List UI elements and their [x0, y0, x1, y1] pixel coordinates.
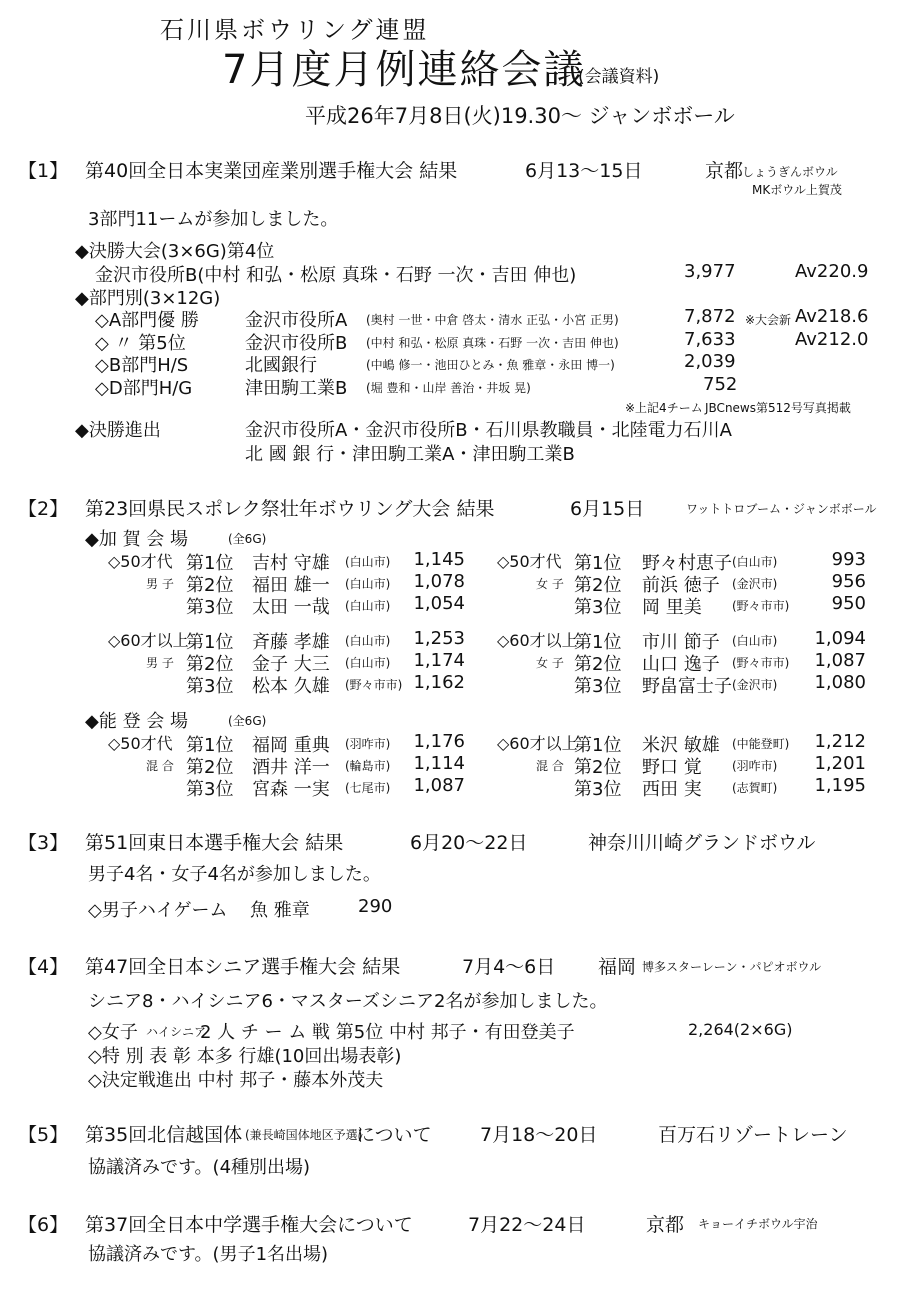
- player-city: (金沢市): [732, 577, 778, 591]
- player-city: (中能登町): [732, 737, 790, 751]
- section-5-title: 第35回北信越国体: [85, 1124, 243, 1146]
- division-label: ◇B部門H/S: [95, 355, 189, 376]
- division-label: ◇ 〃 第5位: [95, 333, 186, 354]
- player-city: (白山市): [345, 599, 391, 613]
- player-name: 福田 雄一: [252, 575, 330, 596]
- rank: 第3位: [574, 676, 622, 697]
- player-score: 1,078: [413, 571, 465, 592]
- player-score: 1,087: [413, 775, 465, 796]
- player-score: 1,145: [413, 549, 465, 570]
- section-4-summary: シニア8・ハイシニア6・マスターズシニア2名が参加しました。: [88, 991, 608, 1012]
- rank: 第3位: [574, 597, 622, 618]
- category-label: ◇50才代: [108, 734, 173, 753]
- section-5-title-note: (兼長崎国体地区予選): [245, 1128, 363, 1142]
- section-2-dates: 6月15日: [570, 498, 645, 520]
- category-sub-label: 混 合: [146, 759, 174, 773]
- section-3-dates: 6月20～22日: [410, 832, 528, 854]
- player-score: 1,176: [413, 731, 465, 752]
- rank: 第3位: [186, 676, 234, 697]
- player-name: 野畠富士子: [642, 676, 732, 697]
- kaga-heading: ◆加 賀 会 場: [85, 529, 189, 550]
- category-sub-label: 混 合: [536, 759, 564, 773]
- team-event-label: ◇女子: [88, 1022, 138, 1043]
- player-name: 野口 覚: [642, 757, 702, 778]
- division-members: (奥村 一世・中倉 啓太・清水 正弘・小宮 正男): [366, 313, 619, 327]
- record-note: ※大会新: [745, 313, 792, 327]
- player-score: 1,212: [814, 731, 866, 752]
- section-1-city: 京都: [705, 160, 744, 182]
- section-6-venue: キョーイチボウル宇治: [698, 1217, 818, 1231]
- player-name: 市川 節子: [642, 632, 720, 653]
- section-1-summary: 3部門11ームが参加しました。: [88, 209, 339, 230]
- rank: 第2位: [186, 757, 234, 778]
- section-2-venue: ワットトロブーム・ジャンボボール: [686, 502, 877, 516]
- final-score: 3,977: [684, 261, 736, 282]
- high-game-label: ◇男子ハイゲーム: [88, 900, 228, 921]
- high-game-score: 290: [358, 896, 393, 917]
- organization-name: 石川県ボウリング連盟: [160, 16, 430, 44]
- division-score: 7,633: [684, 329, 736, 350]
- division-members: (中嶋 修一・池田ひとみ・魚 雅章・永田 博一): [366, 358, 615, 372]
- rank: 第3位: [186, 779, 234, 800]
- section-1-marker: 【1】: [18, 160, 69, 182]
- rank: 第1位: [574, 553, 622, 574]
- section-5-marker: 【5】: [18, 1124, 69, 1146]
- section-6-dates: 7月22～24日: [468, 1214, 586, 1236]
- player-name: 宮森 一実: [252, 779, 330, 800]
- player-score: 1,087: [814, 650, 866, 671]
- rank: 第1位: [186, 735, 234, 756]
- rank: 第1位: [574, 735, 622, 756]
- division-label: ◇A部門優 勝: [95, 310, 199, 331]
- section-4-city: 福岡: [598, 956, 637, 978]
- section-1-venue-2: MKボウル上賀茂: [752, 183, 842, 197]
- division-average: Av212.0: [795, 329, 869, 350]
- division-average: Av218.6: [795, 306, 869, 327]
- player-city: (七尾市): [345, 781, 391, 795]
- rank: 第3位: [574, 779, 622, 800]
- category-label: ◇60才以上: [108, 631, 189, 650]
- section-3-title: 第51回東日本選手権大会 結果: [85, 832, 344, 854]
- player-name: 松本 久雄: [252, 676, 330, 697]
- player-score: 950: [831, 593, 866, 614]
- title-note: (会議資料): [578, 67, 660, 87]
- player-score: 956: [831, 571, 866, 592]
- category-label: ◇60才以上: [497, 734, 578, 753]
- player-score: 1,162: [413, 672, 465, 693]
- section-3-venue: 神奈川川崎グランドボウル: [588, 832, 816, 854]
- player-name: 前浜 徳子: [642, 575, 720, 596]
- section-4-title: 第47回全日本シニア選手権大会 結果: [85, 956, 401, 978]
- player-name: 吉村 守雄: [252, 553, 330, 574]
- rank: 第2位: [574, 575, 622, 596]
- division-team: 北國銀行: [245, 355, 317, 376]
- special-award: ◇特 別 表 彰 本多 行雄(10回出場表彰): [88, 1046, 402, 1067]
- category-sub-label: 男 子: [146, 577, 174, 591]
- rank: 第1位: [186, 632, 234, 653]
- section-1-venue-1: しょうぎんボウル: [742, 165, 838, 179]
- section-4-dates: 7月4～6日: [462, 956, 556, 978]
- player-score: 1,253: [413, 628, 465, 649]
- player-score: 1,114: [413, 753, 465, 774]
- final-average: Av220.9: [795, 261, 869, 282]
- category-label: ◇60才以上: [497, 631, 578, 650]
- kaga-note: (全6G): [228, 532, 267, 546]
- noto-note: (全6G): [228, 714, 267, 728]
- player-name: 斉藤 孝雄: [252, 632, 330, 653]
- rank: 第2位: [574, 757, 622, 778]
- division-team: 金沢市役所B: [245, 333, 348, 354]
- section-6-city: 京都: [646, 1214, 685, 1236]
- section-2-title: 第23回県民スポレク祭壮年ボウリング大会 結果: [85, 498, 495, 520]
- section-5-title-suffix: について: [356, 1124, 432, 1146]
- section-3-marker: 【3】: [18, 832, 69, 854]
- section-2-marker: 【2】: [18, 498, 69, 520]
- advance-line-1: 金沢市役所A・金沢市役所B・石川県教職員・北陸電力石川A: [245, 420, 732, 441]
- player-city: (輪島市): [345, 759, 391, 773]
- player-score: 1,201: [814, 753, 866, 774]
- player-city: (白山市): [732, 634, 778, 648]
- section-6-marker: 【6】: [18, 1214, 69, 1236]
- rank: 第1位: [186, 553, 234, 574]
- division-heading: ◆部門別(3×12G): [75, 288, 221, 309]
- section-5-summary: 協議済みです。(4種別出場): [88, 1157, 311, 1178]
- player-city: (野々市市): [345, 678, 403, 692]
- high-senior-label: ハイシニア: [146, 1025, 207, 1039]
- section-5-venue: 百万石リゾートレーン: [658, 1124, 848, 1146]
- category-sub-label: 男 子: [146, 656, 174, 670]
- division-score: 2,039: [684, 351, 736, 372]
- division-team: 金沢市役所A: [245, 310, 348, 331]
- page-title: 7月度月例連絡会議: [222, 47, 586, 93]
- final-team: 金沢市役所B(中村 和弘・松原 真珠・石野 一次・吉田 伸也): [95, 265, 577, 286]
- rank: 第3位: [186, 597, 234, 618]
- section-5-dates: 7月18～20日: [480, 1124, 598, 1146]
- rank: 第1位: [574, 632, 622, 653]
- player-city: (白山市): [345, 577, 391, 591]
- player-score: 1,080: [814, 672, 866, 693]
- division-members: (堀 豊和・山岸 善治・井坂 晃): [366, 381, 531, 395]
- player-name: 酒井 洋一: [252, 757, 330, 778]
- player-name: 山口 逸子: [642, 654, 720, 675]
- section-4-marker: 【4】: [18, 956, 69, 978]
- section-1-title: 第40回全日本実業団産業別選手権大会 結果: [85, 160, 458, 182]
- division-label: ◇D部門H/G: [95, 378, 193, 399]
- division-score: 752: [703, 374, 738, 395]
- team-event-result: 2 人 チ ー ム 戦 第5位 中村 邦子・有田登美子: [200, 1022, 575, 1043]
- rank: 第2位: [186, 654, 234, 675]
- category-label: ◇50才代: [497, 552, 562, 571]
- player-score: 993: [831, 549, 866, 570]
- player-name: 西田 実: [642, 779, 702, 800]
- final-advance: ◇決定戦進出 中村 邦子・藤本外茂夫: [88, 1070, 384, 1091]
- news-note-b: JBCnews第512号写真掲載: [705, 401, 851, 415]
- player-score: 1,195: [814, 775, 866, 796]
- team-event-score: 2,264(2×6G): [688, 1020, 793, 1039]
- noto-heading: ◆能 登 会 場: [85, 711, 189, 732]
- player-city: (羽咋市): [345, 737, 391, 751]
- player-city: (羽咋市): [732, 759, 778, 773]
- player-city: (白山市): [345, 634, 391, 648]
- player-name: 福岡 重典: [252, 735, 330, 756]
- rank: 第2位: [186, 575, 234, 596]
- category-sub-label: 女 子: [536, 577, 564, 591]
- high-game-name: 魚 雅章: [250, 900, 310, 921]
- player-score: 1,094: [814, 628, 866, 649]
- player-city: (金沢市): [732, 678, 778, 692]
- final-heading: ◆決勝大会(3×6G)第4位: [75, 241, 275, 262]
- player-name: 太田 一哉: [252, 597, 330, 618]
- player-name: 野々村恵子: [642, 553, 732, 574]
- player-city: (白山市): [345, 656, 391, 670]
- section-6-title: 第37回全日本中学選手権大会について: [85, 1214, 413, 1236]
- player-city: (志賀町): [732, 781, 778, 795]
- player-city: (野々市市): [732, 656, 790, 670]
- player-city: (野々市市): [732, 599, 790, 613]
- section-1-dates: 6月13～15日: [525, 160, 643, 182]
- division-team: 津田駒工業B: [245, 378, 348, 399]
- news-note-a: ※上記4チーム: [625, 401, 703, 415]
- player-city: (白山市): [345, 555, 391, 569]
- division-members: (中村 和弘・松原 真珠・石野 一次・吉田 伸也): [366, 336, 619, 350]
- meeting-date-line: 平成26年7月8日(火)19.30～ ジャンボボール: [305, 104, 735, 128]
- player-city: (白山市): [732, 555, 778, 569]
- player-score: 1,054: [413, 593, 465, 614]
- player-name: 米沢 敏雄: [642, 735, 720, 756]
- section-3-summary: 男子4名・女子4名が参加しました。: [88, 864, 381, 885]
- category-label: ◇50才代: [108, 552, 173, 571]
- category-sub-label: 女 子: [536, 656, 564, 670]
- player-name: 岡 里美: [642, 597, 702, 618]
- section-4-venue: 博多スターレーン・パピオボウル: [642, 960, 822, 974]
- player-name: 金子 大三: [252, 654, 330, 675]
- rank: 第2位: [574, 654, 622, 675]
- division-score: 7,872: [684, 306, 736, 327]
- player-score: 1,174: [413, 650, 465, 671]
- section-6-summary: 協議済みです。(男子1名出場): [88, 1244, 329, 1265]
- advance-line-2: 北 國 銀 行・津田駒工業A・津田駒工業B: [245, 444, 575, 465]
- advance-label: ◆決勝進出: [75, 420, 161, 441]
